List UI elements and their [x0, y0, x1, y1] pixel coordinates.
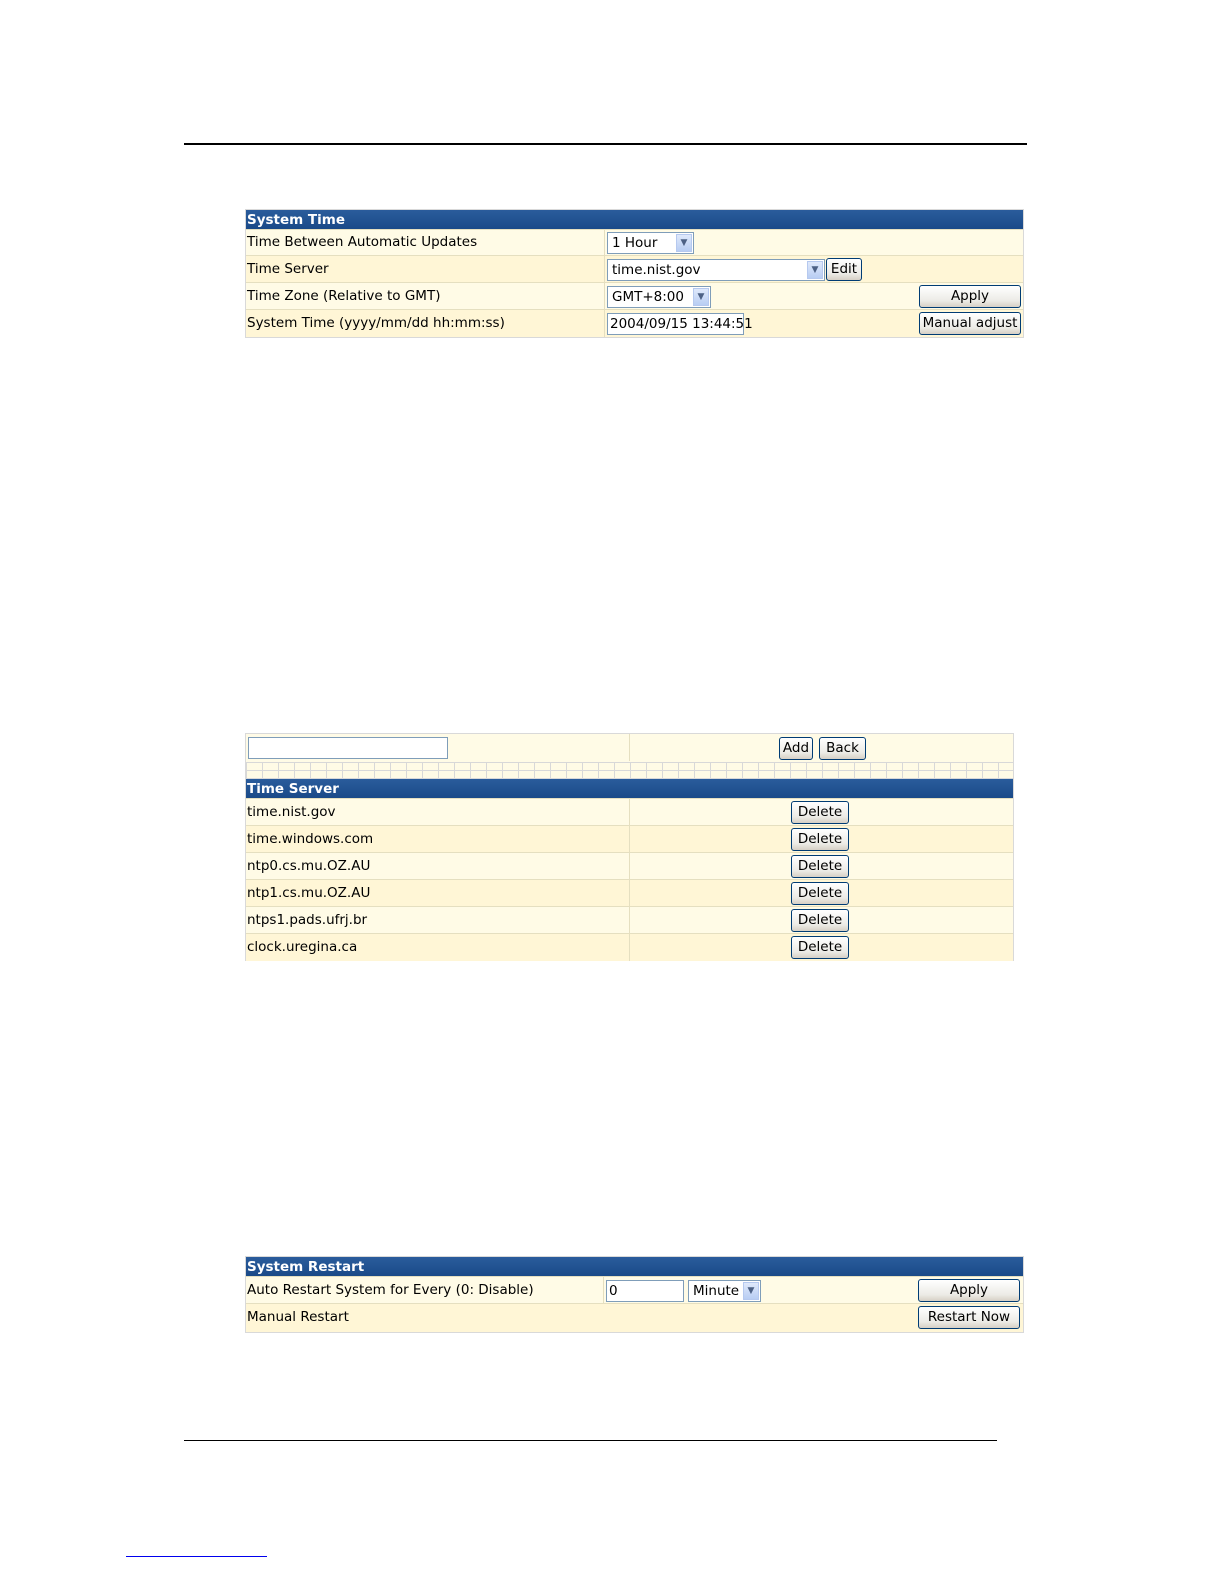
column-divider [604, 230, 605, 256]
server-name: time.windows.com [247, 831, 374, 847]
chevron-down-icon[interactable]: ▼ [743, 1282, 759, 1300]
page-header-rule [184, 143, 1027, 145]
chevron-down-icon[interactable]: ▼ [807, 261, 823, 279]
back-button[interactable]: Back [819, 737, 866, 760]
add-button[interactable]: Add [779, 737, 813, 760]
row-manual-restart [246, 1303, 1023, 1332]
add-server-row [246, 734, 1013, 761]
row-auto-restart [246, 1276, 1023, 1304]
time-server-panel [245, 733, 1014, 961]
column-divider [604, 256, 605, 283]
row-system-time [246, 309, 1023, 337]
edit-button[interactable]: Edit [826, 258, 862, 281]
column-divider [629, 853, 630, 880]
server-name: ntp1.cs.mu.OZ.AU [247, 885, 371, 901]
restart-unit-select[interactable] [688, 1280, 761, 1302]
footer-link-underline[interactable] [126, 1556, 267, 1557]
delete-button[interactable]: Delete [791, 882, 849, 905]
server-name: time.nist.gov [247, 804, 336, 820]
table-row [246, 825, 1013, 853]
server-name: ntps1.pads.ufrj.br [247, 912, 368, 928]
timezone-label: Time Zone (Relative to GMT) [247, 288, 441, 304]
manual-restart-label: Manual Restart [247, 1309, 349, 1325]
server-name: clock.uregina.ca [247, 939, 358, 955]
column-divider [629, 734, 630, 761]
server-name: ntp0.cs.mu.OZ.AU [247, 858, 371, 874]
restart-unit-value: Minute [693, 1283, 740, 1299]
time-server-list-header: Time Server [246, 779, 1013, 798]
row-timezone [246, 282, 1023, 310]
timezone-value: GMT+8:00 [612, 289, 684, 305]
column-divider [603, 1277, 604, 1304]
system-time-panel [245, 209, 1024, 338]
spacer-grid [246, 762, 1013, 779]
delete-button[interactable]: Delete [791, 855, 849, 878]
table-row [246, 798, 1013, 826]
column-divider [604, 283, 605, 310]
time-server-select[interactable] [607, 259, 825, 281]
auto-restart-input[interactable]: 0 [606, 1280, 684, 1302]
table-row [246, 933, 1013, 961]
row-update-interval [246, 229, 1023, 256]
system-time-input[interactable]: 2004/09/15 13:44:51 [607, 313, 744, 335]
restart-apply-button[interactable]: Apply [918, 1279, 1020, 1302]
chevron-down-icon[interactable]: ▼ [676, 234, 692, 252]
column-divider [629, 826, 630, 853]
system-time-header: System Time [246, 210, 1023, 229]
column-divider [629, 799, 630, 826]
column-divider [629, 907, 630, 934]
table-row [246, 852, 1013, 880]
delete-button[interactable]: Delete [791, 909, 849, 932]
timezone-select[interactable] [607, 286, 711, 308]
delete-button[interactable]: Delete [791, 936, 849, 959]
system-restart-panel [245, 1256, 1024, 1333]
restart-now-button[interactable]: Restart Now [918, 1306, 1020, 1329]
page-footer-rule [184, 1440, 997, 1441]
delete-button[interactable]: Delete [791, 828, 849, 851]
update-interval-value: 1 Hour [612, 235, 658, 251]
manual-adjust-button[interactable]: Manual adjust [919, 312, 1021, 335]
update-interval-label: Time Between Automatic Updates [247, 234, 478, 250]
table-row [246, 906, 1013, 934]
column-divider [604, 310, 605, 337]
table-row [246, 879, 1013, 907]
column-divider [629, 880, 630, 907]
delete-button[interactable]: Delete [791, 801, 849, 824]
auto-restart-label: Auto Restart System for Every (0: Disable) [247, 1282, 534, 1298]
chevron-down-icon[interactable]: ▼ [693, 288, 709, 306]
column-divider [629, 934, 630, 961]
apply-button[interactable]: Apply [919, 285, 1021, 308]
time-server-label: Time Server [247, 261, 329, 277]
row-time-server [246, 255, 1023, 283]
new-server-input[interactable] [248, 737, 448, 759]
time-server-value: time.nist.gov [612, 262, 701, 278]
update-interval-select[interactable] [607, 232, 694, 254]
system-restart-header: System Restart [246, 1257, 1023, 1276]
system-time-label: System Time (yyyy/mm/dd hh:mm:ss) [247, 315, 505, 331]
